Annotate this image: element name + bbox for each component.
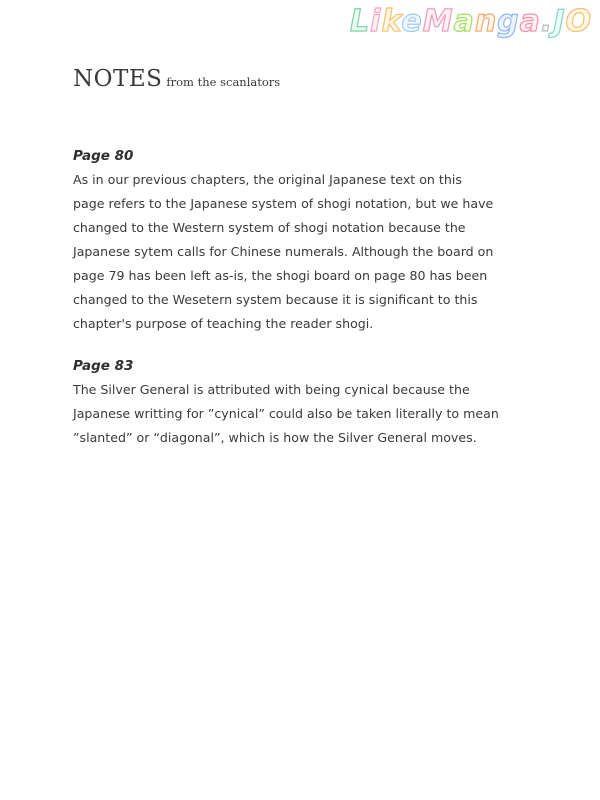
watermark-letter: O [565, 4, 592, 39]
note-body: As in our previous chapters, the original Japanese text on this page refers to the Japanese system of shogi notation, but we have changed to the Western system of shogi notation because the Japanese sytem calls for Chinese numerals. Although the board on page 79 has been left as-is, the shogi board on page 80 has been changed to the Wesetern system because it is significant to this chapter's purpose of teaching the reader shogi. [73, 172, 494, 331]
page-title: NOTES [73, 66, 163, 92]
watermark-letter: M [422, 4, 454, 39]
note-section-page-83 [73, 356, 513, 450]
watermark-letter: . [540, 4, 554, 39]
site-watermark-logo [350, 4, 592, 39]
watermark-letter: k [381, 4, 402, 39]
page-subtitle: from the scanlators [166, 75, 281, 89]
note-title: Page 83 [73, 358, 134, 374]
watermark-letter: a [519, 4, 541, 39]
watermark-letter: e [401, 4, 423, 39]
watermark-letter: i [370, 4, 382, 39]
note-title: Page 80 [73, 148, 134, 164]
watermark-letter: n [474, 4, 498, 39]
watermark-letter: J [553, 4, 566, 39]
watermark-letter: a [453, 4, 475, 39]
note-section-page-80 [73, 146, 513, 336]
watermark-letter: g [497, 4, 520, 39]
watermark-letter: L [350, 4, 371, 39]
page-heading [73, 66, 280, 92]
note-body: The Silver General is attributed with being cynical because the Japanese writting for ”cynical” could also be taken literally to mean ”slanted” or “diagonal”, which is how the Silver General moves. [73, 382, 499, 445]
